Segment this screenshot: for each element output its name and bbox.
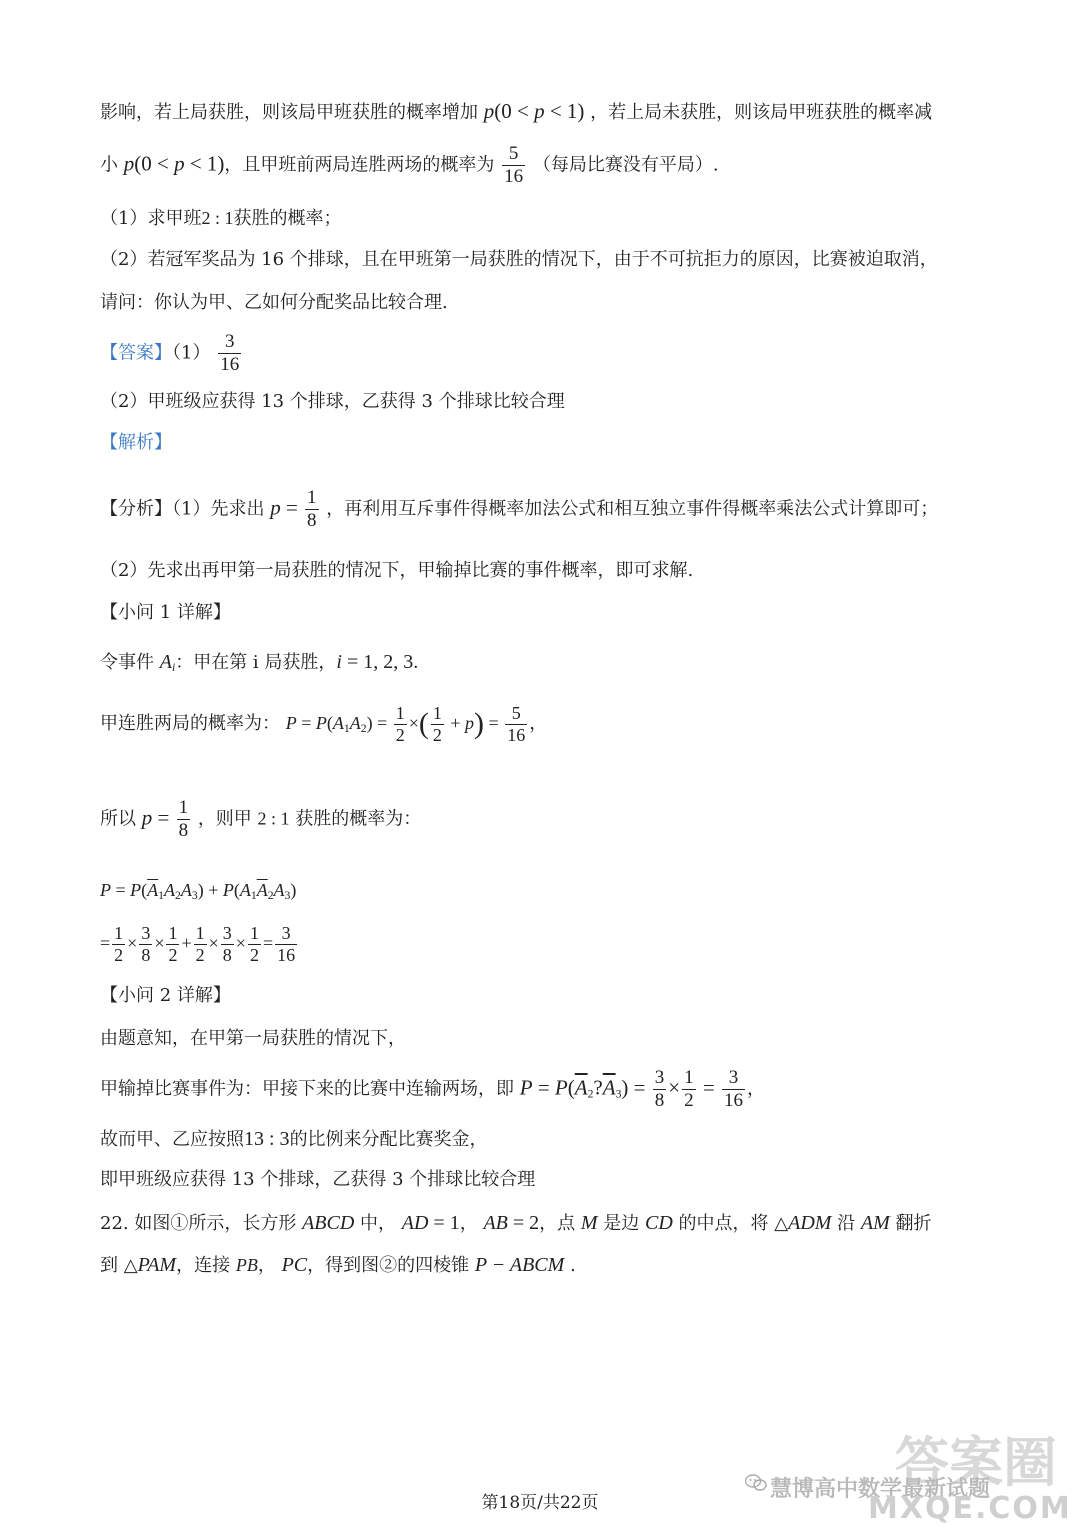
formula-line: = $\frac{1}{2}$ × $\frac{3}{8}$ × $\frac{1}{2}$ + $\frac{1}{2}$ × $\frac{3}{8}$ × $\frac{1}{2}$ = $\frac{3}{16}$ [100,923,296,965]
fraction: $\frac{3}{16}$ [220,331,240,375]
question-22-cont: 到 △PAM，连接 PB， PC，得到图②的四棱锥 P − ABCM . [100,1254,576,1276]
watermark-logo: 答案圈 [895,1431,1057,1494]
analysis-line-2: （2）先求出再甲第一局获胜的情况下，甲输掉比赛的事件概率，即可求解. [100,560,694,581]
fraction: $\frac{1}{2}$ [195,923,205,965]
question-2: （2）若冠军奖品为 16 个排球，且在甲班第一局获胜的情况下，由于不可抗拒力的原因，比赛被迫取消， [100,249,938,270]
fraction: $\frac{1}{2}$ [249,923,259,965]
solution-line: 由题意知，在甲第一局获胜的情况下， [100,1028,406,1049]
fraction: $\frac{5}{16}$ [504,143,524,187]
solution-line: 所以 p = $\frac{1}{8}$ ，则甲 2 : 1 获胜的概率为： [100,797,422,841]
fraction: $\frac{3}{16}$ [723,1067,743,1111]
fraction: $\frac{1}{8}$ [178,797,189,841]
fraction: $\frac{1}{2}$ [168,923,178,965]
fraction: $\frac{1}{2}$ [114,923,124,965]
page-footer: 第18页/共22页 [481,1493,599,1513]
fraction: $\frac{1}{8}$ [307,487,317,531]
fraction: $\frac{3}{8}$ [141,923,151,965]
fraction: $\frac{1}{2}$ [684,1067,694,1111]
analysis-heading: 【解析】 [100,432,172,453]
fraction: $\frac{1}{2}$ [395,703,405,745]
question-2-cont: 请问：你认为甲、乙如何分配奖品比较合理. [100,292,448,313]
answer-line: 【答案】（1） $\frac{3}{16}$ [100,331,240,375]
solution-line: 令事件 $A_i$：甲在第 i 局获胜，i = 1, 2, 3. [100,651,419,674]
answer-2: （2）甲班级应获得 13 个排球，乙获得 3 个排球比较合理 [100,391,565,412]
fraction: $\frac{5}{16}$ [507,703,526,745]
solution-line: 甲连胜两局的概率为： $P = P(A_1A_2)$ = $\frac{1}{2}$ ×( $\frac{1}{2}$ + p) = $\frac{5}{16}$ ， [100,703,548,745]
solution-line: 甲输掉比赛事件为：甲接下来的比赛中连输两场，即 $P = P(\overline{A}_2?\overline{A}_3)$ = $\frac{3}{8}$ × $\frac{1}{2}$ = $\frac{3}{16}$ ， [100,1067,765,1111]
formula-line: $P = P(\overline{A}_1A_2A_3) + P(A_1\overline{A}_2A_3)$ [100,880,297,902]
text-line: 小 p(0 < p < 1)，且甲班前两局连胜两场的概率为 $\frac{5}{16}$ （每局比赛没有平局）. [100,143,719,187]
fraction: $\frac{3}{16}$ [277,923,296,965]
fraction: $\frac{1}{2}$ [432,703,442,745]
question-1: （1）求甲班2 : 1获胜的概率； [100,208,342,229]
fraction: $\frac{3}{8}$ [222,923,232,965]
question-22: 22. 如图①所示，长方形 ABCD 中， AD = 1， AB = 2，点 M 是边 CD 的中点，将 △ADM 沿 AM 翻折 [100,1212,932,1234]
watermark-text: 慧博高中数学最新试题 [770,1477,991,1502]
solution-line: 故而甲、乙应按照13 : 3的比例来分配比赛奖金， [100,1128,488,1150]
subquestion-2-heading: 【小问 2 详解】 [100,985,231,1006]
text-line: 影响，若上局获胜，则该局甲班获胜的概率增加 p(0 < p < 1) ，若上局未获胜，则该局甲班获胜的概率减 [100,99,933,123]
solution-line: 即甲班级应获得 13 个排球，乙获得 3 个排球比较合理 [100,1169,536,1190]
analysis-line: 【分析】（1）先求出 p = $\frac{1}{8}$ ，再利用互斥事件得概率加法公式和相互独立事件得概率乘法公式计算即可； [100,487,939,531]
subquestion-1-heading: 【小问 1 详解】 [100,602,231,623]
watermark-site: MXQE.COM [868,1491,1072,1526]
fraction: $\frac{3}{8}$ [654,1067,665,1111]
